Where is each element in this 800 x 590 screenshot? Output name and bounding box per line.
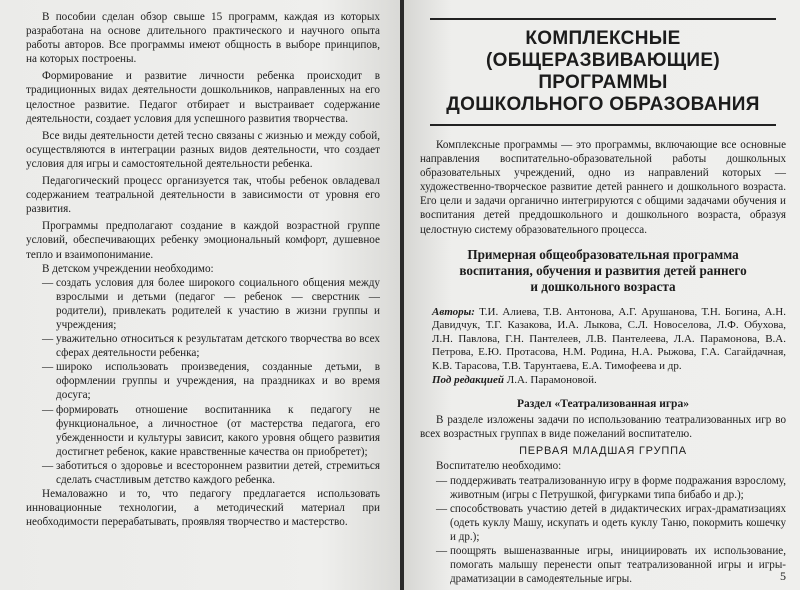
paragraph: Формирование и развитие личности ребенка происходит в традиционных видах деятельности дошкольников, направленных на его целостное развитие. Педагог отбирает и выстраивает содержание деятельности, создает условия для успешного развития творчества. (26, 70, 380, 125)
section-heading: Раздел «Театрализованная игра» (517, 398, 689, 411)
list-item: — широко использовать произведения, созданные детьми, в оформлении группы и учреждения, на праздниках и во время досуга; (42, 361, 380, 402)
list-item: — заботиться о здоровье и всестороннем развитии детей, стремиться сделать счастливым детство каждого ребенка. (42, 459, 380, 486)
intro-paragraph: Комплексные программы — это программы, включающие все основные направления воспитательно-образовательной работы дошкольных образовательных учреждений, одно из направлений которых — художественно-творческое развитие детей раннего и дошкольного возраста. Его цели и задачи органично интегрируются с общими задачами обучения и воспитания детей преддошкольного и дошкольного возраста, образуя целостную систему образовательного процесса. (420, 139, 786, 236)
paragraph: В пособии сделан обзор свыше 15 программ, каждая из которых разработана на основе длительного практического и научного опыта работы авторов. Все программы имеют общность в выборе принципов, на которых построены. (26, 11, 380, 66)
chapter-title: КОМПЛЕКСНЫЕ (ОБЩЕРАЗВИВАЮЩИЕ) ПРОГРАММЫ ДОШКОЛЬНОГО ОБРАЗОВАНИЯ (430, 18, 776, 126)
list-item: — поощрять вышеназванные игры, инициировать их использование, помогать малышу перенести опыт театрализованной игры и игры-драматизации в самодеятельные игры. (436, 544, 786, 586)
paragraph: Педагогический процесс организуется так, чтобы ребенок овладевал содержанием театральной деятельности в зависимости от уровня его развития. (26, 175, 380, 216)
program-title: Примерная общеобразовательная программа воспитания, обучения и развития детей раннего и дошкольного возраста (459, 246, 747, 294)
right-page (404, 0, 800, 590)
list-item: — формировать отношение воспитанника к педагогу не функциональное, а личностное (от мастерства педагога, его убежденности и культуры зависит, какого уровня общего развития достигнет ребенок, какие нравственные качества он приобретет); (42, 403, 380, 458)
tutor-intro: Воспитателю необходимо: (436, 460, 562, 473)
page-number: 5 (780, 569, 786, 583)
requirements-list (26, 276, 380, 487)
paragraph: Все виды деятельности детей тесно связаны с жизнью и между собой, осуществляются в интеграции разных видов деятельности, что создает условия для игры и самостоятельной деятельности ребенка. (26, 129, 380, 170)
list-item: — поддерживать театрализованную игру в форме подражания взрослому, животным (игры с Петрушкой, фигурками типа бибабо и др.); (436, 474, 786, 501)
list-item: — способствовать участию детей в дидактических играх-драматизациях (одеть куклу Машу, искупать и одеть куклу Таню, покормить кошечку и др.); (436, 502, 786, 543)
paragraph: Программы предполагают создание в каждой возрастной группе условий, обеспечивающих ребенку эмоциональный комфорт, душевное тепло и взаимопонимание. (26, 220, 380, 261)
paragraph: Немаловажно и то, что педагогу предлагается использовать инновационные технологии, а методический материал при необходимости перерабатывать, проявляя творчество и мастерство. (26, 488, 380, 529)
list-item: — уважительно относиться к результатам детского творчества во всех сферах деятельности ребенка; (42, 333, 380, 360)
group-heading: ПЕРВАЯ МЛАДШАЯ ГРУППА (519, 445, 687, 458)
paragraph: В детском учреждении необходимо: (42, 262, 214, 275)
list-item: — создать условия для более широкого социального общения между взрослыми и детьми (педагог — ребенок — сверстник — родители), привлекать родителей к участию в жизни группы и учреждения; (42, 276, 380, 331)
authors: Авторы: Т.И. Алиева, Т.В. Антонова, А.Г. Арушанова, Т.Н. Богина, А.Н. Давидчук, Т.Г. Казакова, И.А. Лыкова, С.Л. Новоселова, Л.Ф. Обухова, Л.Н. Павлова, Г.Н. Пантелеев, Л.В. Пантелеева, Л.А. Парамонова, В.А. Петрова, Е.Ю. Протасова, Н.М. Родина, Н.А. Рыжова, Г.А. Сагайдачная, К.В. Тарасова, Т.В. Тарунтаева, Е.А. Тимофеева и др. Под редакцией Л.А. Парамоновой. (432, 305, 786, 386)
tutor-list (420, 474, 786, 587)
section-intro: В разделе изложены задачи по использованию театрализованных игр во всех возрастных группах в виде пожеланий воспитателю. (420, 414, 786, 441)
